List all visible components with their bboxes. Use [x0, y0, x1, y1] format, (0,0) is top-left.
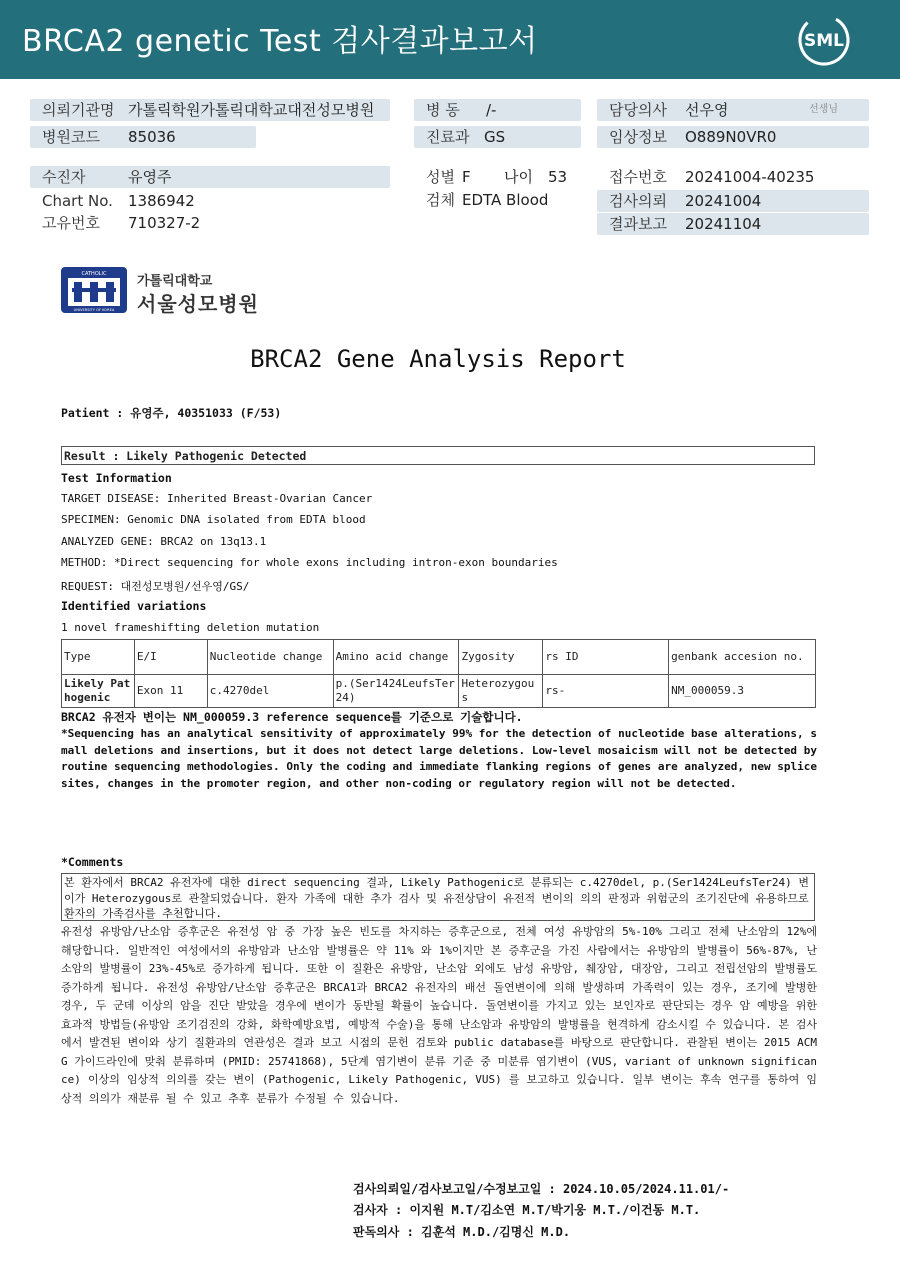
- method-line: METHOD: *Direct sequencing for whole exons including intron-exon boundaries: [61, 556, 558, 569]
- comments-heading: *Comments: [61, 855, 124, 869]
- table-header-cell: E/I: [134, 640, 207, 675]
- doctor-suffix: 선생님: [809, 104, 838, 115]
- hospital-code-value: 85036: [128, 128, 176, 146]
- sequencing-note: *Sequencing has an analytical sensitivity of approximately 99% for the detection of nucleotide base alterations, small deletions and insertions, but it does not detect large deletions. Low-level mosaicism will not be detected by routine sequencing methodologies. Only the coding and immediate flanking regions of genes are analyzed, new splice sites, changes in the promoter region, and other non-coding or regulatory region will not be detected.: [61, 727, 817, 790]
- ward-row: 병 동 /-: [414, 99, 581, 121]
- sml-logo-text: SML: [804, 31, 844, 51]
- footer-examiners: 검사자 : 이지원 M.T/김소연 M.T/박기웅 M.T./이건동 M.T.: [353, 1203, 701, 1217]
- variants-table: [61, 639, 816, 708]
- sex-value: F: [462, 168, 471, 186]
- request-date-row: 검사의뢰 20241004: [597, 190, 869, 212]
- specimen-value: EDTA Blood: [462, 191, 549, 209]
- department-value: GS: [484, 128, 506, 146]
- unique-no-row: 고유번호 710327-2: [42, 214, 201, 232]
- identified-heading: Identified variations: [61, 599, 207, 613]
- chart-no-value: 1386942: [128, 192, 195, 210]
- patient-row: 수진자 유영주: [30, 166, 390, 188]
- chart-no-row: Chart No. 1386942: [42, 192, 195, 210]
- clinical-info-row: 임상정보 O889N0VR0: [597, 126, 869, 148]
- department-row: 진료과 GS: [414, 126, 581, 148]
- svg-text:UNIVERSITY OF KOREA: UNIVERSITY OF KOREA: [73, 308, 115, 312]
- ward-value: /-: [486, 101, 497, 119]
- table-cell: Heterozygous: [459, 675, 543, 708]
- table-header-cell: Type: [62, 640, 135, 675]
- report-date-value: 20241104: [685, 215, 762, 233]
- table-header-row: [62, 640, 816, 675]
- novel-line: 1 novel frameshifting deletion mutation: [61, 621, 320, 634]
- sex-age-row: 성별 F 나이 53: [426, 168, 568, 186]
- clinical-info-value: O889N0VR0: [685, 128, 777, 146]
- result-box: Result : Likely Pathogenic Detected: [61, 446, 815, 465]
- reference-note: BRCA2 유전자 변이는 NM_000059.3 reference sequence를 기준으로 기술합니다.: [61, 710, 523, 724]
- request-date-value: 20241004: [685, 192, 762, 210]
- table-cell: NM_000059.3: [669, 675, 816, 708]
- footer-dates: 검사의뢰일/검사보고일/수정보고일 : 2024.10.05/2024.11.01/-: [353, 1182, 730, 1196]
- specimen-line: SPECIMEN: Genomic DNA isolated from EDTA blood: [61, 513, 366, 526]
- age-value: 53: [548, 168, 568, 186]
- patient-line: Patient : 유영주, 40351033 (F/53): [61, 406, 282, 420]
- table-cell: c.4270del: [207, 675, 333, 708]
- analyzed-gene: ANALYZED GENE: BRCA2 on 13q13.1: [61, 535, 267, 548]
- table-header-cell: Nucleotide change: [207, 640, 333, 675]
- reception-no-row: 접수번호 20241004-40235: [609, 168, 815, 186]
- comments-box: 본 환자에서 BRCA2 유전자에 대한 direct sequencing 결과, Likely Pathogenic로 분류되는 c.4270del, p.(Ser1424LeufsTer24) 변이가 Heterozygous로 관찰되었습니다. 환자 가족에 대한 추가 검사 및 유전상담이 유전적 변이의 의의 판정과 위험군의 조기진단에 유용하므로 환자의 가족검사를 추천합니다.: [61, 873, 815, 921]
- doctor-row: 담당의사 선우영 선생님: [597, 99, 869, 121]
- hospital-logo-big: 서울성모병원: [137, 292, 259, 316]
- footer-readers: 판독의사 : 김훈석 M.D./김명신 M.D.: [353, 1225, 571, 1239]
- specimen-row: 검체 EDTA Blood: [426, 191, 549, 209]
- report-header: [0, 0, 900, 79]
- table-header-cell: Amino acid change: [333, 640, 459, 675]
- test-info-heading: Test Information: [61, 471, 172, 485]
- table-row: [62, 675, 816, 708]
- target-disease: TARGET DISEASE: Inherited Breast-Ovarian Cancer: [61, 492, 373, 505]
- svg-text:CATHOLIC: CATHOLIC: [81, 271, 107, 277]
- report-date-row: 결과보고 20241104: [597, 213, 869, 235]
- doctor-value: 선우영: [685, 101, 729, 119]
- table-cell: p.(Ser1424LeufsTer24): [333, 675, 459, 708]
- table-cell: Exon 11: [134, 675, 207, 708]
- table-header-cell: Zygosity: [459, 640, 543, 675]
- comments-body: 유전성 유방암/난소암 증후군은 유전성 암 중 가장 높은 빈도를 차지하는 증후군으로, 전체 여성 유방암의 5%-10% 그리고 전체 난소암의 12%에 해당합니다. 일반적인 여성에서의 유방암과 난소암 발병률은 약 11% 와 1%이지만 본 증후군을 가진 사람에서는 유방암의 발병률이 56%-87%, 난소암의 발병률이 23%-45%로 증가하게 됩니다. 또한 이 질환은 유방암, 난소암 외에도 남성 유방암, 췌장암, 대장암, 그리고 전립선암의 발병률도 증가하게 됩니다. 유전성 유방암/난소암 증후군은 BRCA1과 BRCA2 유전자의 배선 돌연변이에 의해 발생하며 가족력이 있는 경우, 조기에 발병한 경우, 두 군데 이상의 암을 진단 받았을 경우에 변이가 동반될 확률이 높습니다. 돌연변이를 가지고 있는 보인자로 판단되는 경우 암 예방을 위한 효과적 방법들(유방암 조기검진의 강화, 화학예방요법, 예방적 수술)을 통해 난소암과 유방암의 발병률을 현격하게 감소시킬 수 있습니다. 본 검사에서 발견된 변이와 상기 질환과의 연관성은 결과 보고 시점의 문헌 검토와 public database를 바탕으로 판단합니다. 관찰된 변이는 2015 ACMG 가이드라인에 맞춰 분류하며 (PMID: 25741868), 5단계 염기변이 분류 기준 중 미분류 염기변이 (VUS, variant of unknown significance) 이상의 임상적 의의를 갖는 변이 (Pathogenic, Likely Pathogenic, VUS) 를 보고하고 있습니다. 일부 변이는 후속 연구를 통하여 임상적 의의가 재분류 될 수 있고 추후 분류가 수정될 수 있습니다.: [61, 925, 817, 1105]
- table-cell: Likely Pathogenic: [62, 675, 135, 708]
- institution-row: 의뢰기관명 가톨릭학원가톨릭대학교대전성모병원: [30, 99, 390, 121]
- patient-value: 유영주: [128, 168, 172, 186]
- table-header-cell: genbank accesion no.: [669, 640, 816, 675]
- hospital-code-row: 병원코드 85036: [30, 126, 256, 148]
- reception-no-value: 20241004-40235: [685, 168, 815, 186]
- table-header-cell: rs ID: [543, 640, 669, 675]
- institution-value: 가톨릭학원가톨릭대학교대전성모병원: [128, 101, 375, 119]
- table-cell: rs-: [543, 675, 669, 708]
- hospital-seal-icon: [60, 266, 128, 314]
- hospital-logo-small: 가톨릭대학교: [137, 274, 213, 289]
- unique-no-value: 710327-2: [128, 214, 201, 232]
- header-title: BRCA2 genetic Test 검사결과보고서: [22, 24, 538, 59]
- hospital-logo: [60, 266, 259, 318]
- sml-logo: [796, 12, 852, 68]
- request-line: REQUEST: 대전성모병원/선우영/GS/: [61, 580, 250, 593]
- report-title: BRCA2 Gene Analysis Report: [250, 345, 626, 373]
